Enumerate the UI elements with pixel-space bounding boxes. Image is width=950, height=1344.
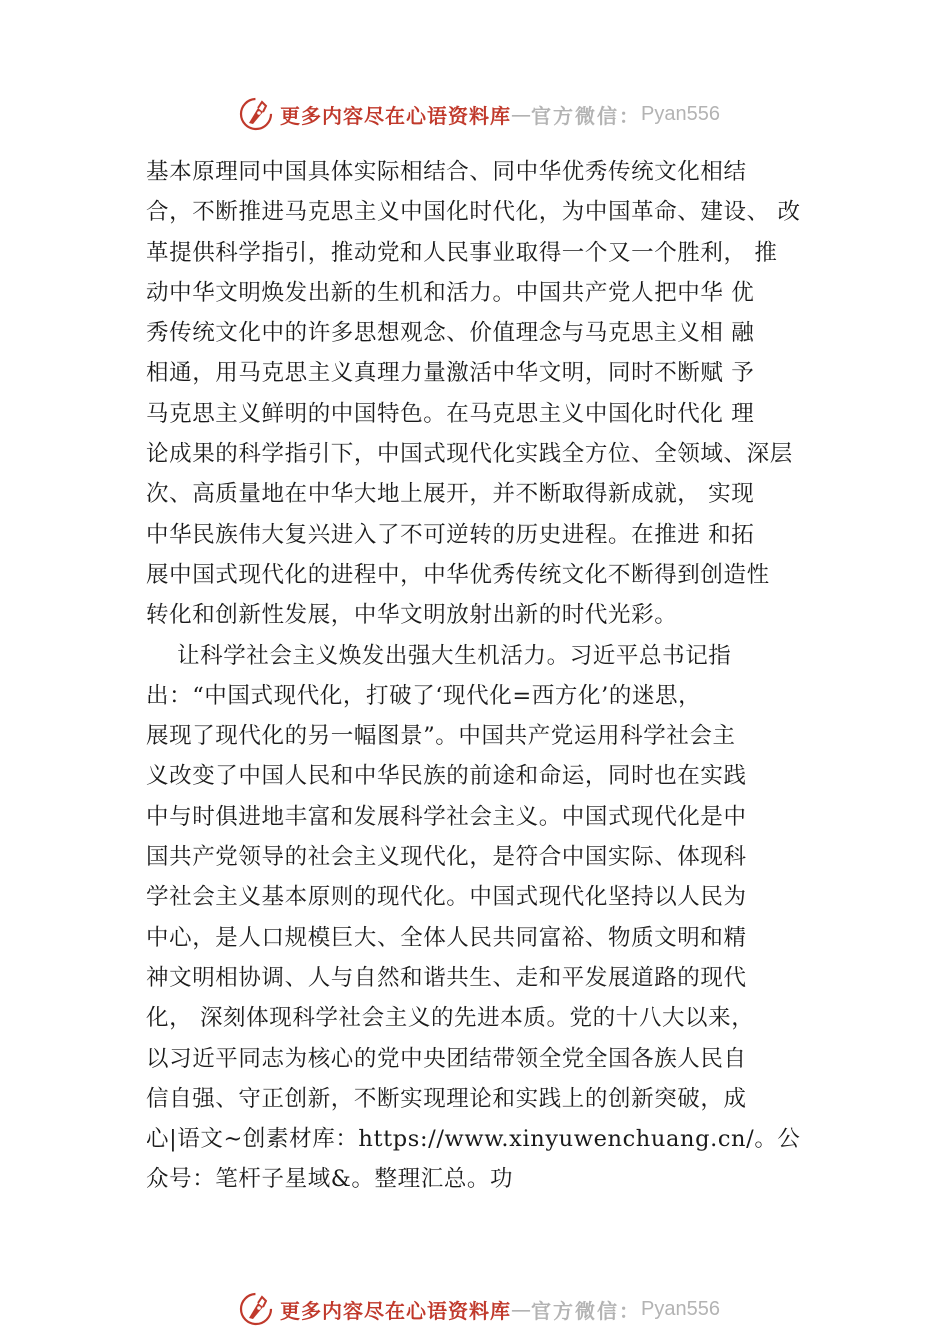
- text-line: 义改变了中国人民和中华民族的前途和命运，同时也在实践: [146, 763, 747, 790]
- header-banner: [238, 94, 758, 134]
- pen-nib-logo-icon: [238, 1291, 274, 1327]
- text-line: 中与时俱进地丰富和发展科学社会主义。中国式现代化是中: [146, 803, 747, 830]
- text-line: 国共产党领导的社会主义现代化，是符合中国实际、体现科: [146, 844, 747, 871]
- header-wechat-account: Pyan556: [641, 102, 720, 125]
- document-body: [146, 152, 836, 1200]
- pen-nib-logo-icon: [238, 96, 274, 132]
- footer-wechat-label: 官方微信：: [531, 1298, 641, 1323]
- text-line: 秀传统文化中的许多思想观念、价值理念与马克思主义相 融: [146, 320, 755, 347]
- text-line-with-link: 心|语文~创素材库：https://www.xinyuwenchuang.cn/。公: [146, 1126, 801, 1153]
- text-line: 众号：笔杆子星域&。整理汇总。功: [146, 1166, 514, 1193]
- text-line: 基本原理同中国具体实际相结合、同中华优秀传统文化相结: [146, 159, 747, 185]
- footer-brand-text: 更多内容尽在心语资料库: [280, 1298, 511, 1323]
- text-line: 合，不断推进马克思主义中国化时代化，为中国革命、建设、 改: [146, 199, 801, 226]
- header-brand-text: 更多内容尽在心语资料库: [280, 103, 511, 128]
- paragraph-start-line: 让科学社会主义焕发出强大生机活力。习近平总书记指: [146, 642, 732, 669]
- text-line: 论成果的科学指引下，中国式现代化实践全方位、全领域、深层: [146, 441, 793, 468]
- text-line: 神文明相协调、人与自然和谐共生、走和平发展道路的现代: [146, 964, 747, 991]
- header-dash: —: [511, 102, 531, 126]
- text-line: 马克思主义鲜明的中国特色。在马克思主义中国化时代化 理: [146, 400, 755, 427]
- text-line: 中心，是人口规模巨大、全体人民共同富裕、物质文明和精: [146, 924, 747, 951]
- footer-wechat-account: Pyan556: [641, 1297, 720, 1320]
- text-line: 相通，用马克思主义真理力量激活中华文明，同时不断赋 予: [146, 360, 755, 387]
- text-line: 革提供科学指引，推动党和人民事业取得一个又一个胜利， 推: [146, 239, 778, 266]
- text-line: 化， 深刻体现科学社会主义的先进本质。党的十八大以来，: [146, 1005, 755, 1032]
- header-wechat-label: 官方微信：: [531, 103, 641, 128]
- text-line: 转化和创新性发展，中华文明放射出新的时代光彩。: [146, 602, 678, 629]
- text-line: 展现了现代化的另一幅图景”。中国共产党运用科学社会主: [146, 723, 736, 750]
- text-line: 出：“中国式现代化，打破了‘现代化=西方化’的迷思，: [146, 682, 702, 709]
- footer-banner: [238, 1289, 758, 1329]
- text-line: 展中国式现代化的进程中，中华优秀传统文化不断得到创造性: [146, 561, 770, 588]
- footer-dash: —: [511, 1297, 531, 1321]
- text-line: 信自强、守正创新，不断实现理论和实践上的创新突破，成: [146, 1085, 747, 1112]
- text-line: 以习近平同志为核心的党中央团结带领全党全国各族人民自: [146, 1045, 747, 1072]
- text-line: 动中华文明焕发出新的生机和活力。中国共产党人把中华 优: [146, 279, 755, 306]
- text-line: 中华民族伟大复兴进入了不可逆转的历史进程。在推进 和拓: [146, 521, 755, 548]
- text-line: 学社会主义基本原则的现代化。中国式现代化坚持以人民为: [146, 884, 747, 911]
- text-line: 次、高质量地在中华大地上展开，并不断取得新成就， 实现: [146, 481, 755, 508]
